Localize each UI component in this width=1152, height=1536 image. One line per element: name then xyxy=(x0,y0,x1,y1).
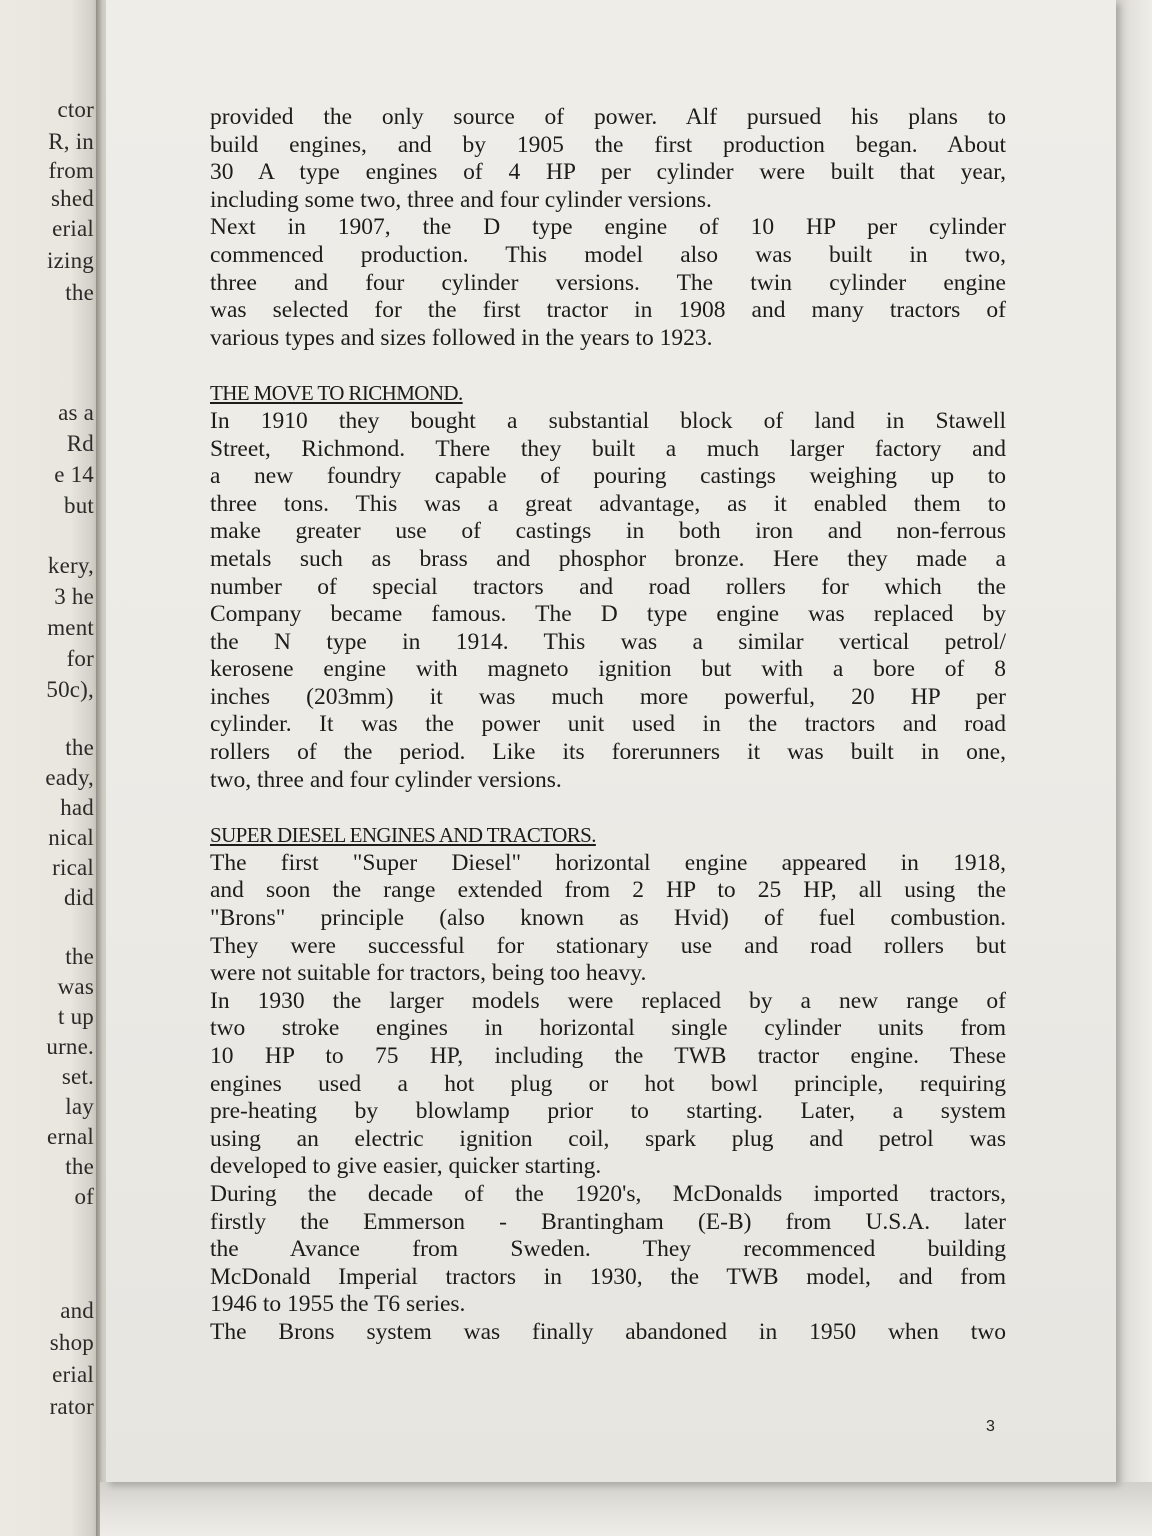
left-text-line: the xyxy=(65,280,94,305)
text-line: 10 HP to 75 HP, including the TWB tractor engine. These xyxy=(210,1043,1006,1069)
left-text-line: as a xyxy=(58,400,94,425)
left-text-line: ernal xyxy=(47,1124,94,1149)
paragraph-imports xyxy=(210,1181,1006,1319)
left-text-line: erial xyxy=(52,1362,94,1387)
left-text-line: erial xyxy=(52,216,94,241)
left-text-line: of xyxy=(74,1184,94,1209)
left-text-line: and xyxy=(60,1298,94,1323)
text-line: They were successful for stationary use and road rollers but xyxy=(210,932,1006,959)
section-heading-richmond: THE MOVE TO RICHMOND. xyxy=(210,381,463,406)
left-text-line: nical xyxy=(48,825,94,850)
left-text-line: ment xyxy=(47,615,94,640)
page-bottom-edge xyxy=(100,1482,1152,1536)
page-edge xyxy=(1116,0,1152,1536)
text-line: a new foundry capable of pouring castings weighing up to xyxy=(210,463,1006,490)
text-line: number of special tractors and road rollers for which the xyxy=(210,573,1006,600)
text-line: provided the only source of power. Alf pursued his plans to xyxy=(210,104,1006,130)
text-line: two stroke engines in horizontal single cylinder units from xyxy=(210,1015,1006,1042)
text-line: three tons. This was a great advantage, as it enabled them to xyxy=(210,490,1006,517)
text-line: 30 A type engines of 4 HP per cylinder were built that year, xyxy=(210,159,1006,186)
text-line: In 1930 the larger models were replaced by a new range of xyxy=(210,987,1006,1014)
section-heading-super-diesel: SUPER DIESEL ENGINES AND TRACTORS. xyxy=(210,823,596,848)
text-line: Next in 1907, the D type engine of 10 HP per cylinder xyxy=(210,214,1006,241)
left-text-line: the xyxy=(65,944,94,969)
left-text-line: for xyxy=(66,646,94,671)
text-line: During the decade of the 1920's, McDonalds imported tractors, xyxy=(210,1180,1006,1207)
left-text-line: set. xyxy=(61,1064,94,1089)
text-line: The Brons system was finally abandoned in 1950 when two xyxy=(210,1318,1006,1345)
text-line: using an electric ignition coil, spark plug and petrol was xyxy=(210,1125,1006,1152)
left-text-line: izing xyxy=(47,248,94,273)
previous-page-fragment xyxy=(0,0,100,1536)
paragraph-d-type xyxy=(210,214,1006,352)
page-number: 3 xyxy=(986,1418,995,1435)
left-text-line: kery, xyxy=(47,553,94,578)
left-text-line: shed xyxy=(51,186,94,211)
document-page xyxy=(106,0,1116,1482)
text-line: including some two, three and four cylinder versions. xyxy=(210,186,712,213)
left-text-line: urne. xyxy=(46,1034,94,1059)
text-line: rollers of the period. Like its forerunners it was built in one, xyxy=(210,739,1006,766)
left-text-line: but xyxy=(64,493,94,518)
left-text-line: shop xyxy=(49,1330,94,1355)
left-text-line: eady, xyxy=(45,765,94,790)
left-text-line: the xyxy=(65,1154,94,1179)
text-line: inches (203mm) it was much more powerful, 20 HP per xyxy=(210,683,1006,710)
text-line: "Brons" principle (also known as Hvid) of fuel combustion. xyxy=(210,905,1006,932)
left-text-line: 50c), xyxy=(46,677,94,702)
left-text-line: ctor xyxy=(57,97,94,122)
text-line: commenced production. This model also was built in two, xyxy=(210,241,1006,268)
left-text-line: rator xyxy=(49,1394,94,1419)
left-text-line: e 14 xyxy=(54,462,94,487)
left-text-line: from xyxy=(48,158,94,183)
text-line: engines used a hot plug or hot bowl principle, requiring xyxy=(210,1070,1006,1097)
left-text-line: t up xyxy=(58,1004,94,1029)
text-line: pre-heating by blowlamp prior to starting. Later, a system xyxy=(210,1098,1006,1125)
text-line: the N type in 1914. This was a similar vertical petrol/ xyxy=(210,628,1006,655)
left-text-line: 3 he xyxy=(54,584,94,609)
paragraph-super-diesel xyxy=(210,850,1006,988)
text-line: kerosene engine with magneto ignition but with a bore of 8 xyxy=(210,656,1006,683)
text-line: was selected for the first tractor in 1908 and many tractors of xyxy=(210,297,1006,324)
page-body xyxy=(210,104,1006,1347)
left-text-line: the xyxy=(65,735,94,760)
text-line: firstly the Emmerson - Brantingham (E-B) from U.S.A. later xyxy=(210,1208,1006,1235)
text-line: and soon the range extended from 2 HP to 25 HP, all using the xyxy=(210,877,1006,904)
text-line: various types and sizes followed in the years to 1923. xyxy=(210,324,713,351)
text-line: Street, Richmond. There they built a much larger factory and xyxy=(210,435,1006,462)
left-text-line: had xyxy=(60,795,94,820)
text-line: cylinder. It was the power unit used in the tractors and road xyxy=(210,711,1006,738)
left-text-line: was xyxy=(57,974,94,999)
text-line: build engines, and by 1905 the first production began. About xyxy=(210,131,1006,158)
text-line: make greater use of castings in both iron and non-ferrous xyxy=(210,518,1006,545)
text-line: 1946 to 1955 the T6 series. xyxy=(210,1291,466,1318)
text-line: In 1910 they bought a substantial block of land in Stawell xyxy=(210,407,1006,434)
left-text-line: Rd xyxy=(66,431,94,456)
paragraph-intro xyxy=(210,104,1006,214)
paragraph-richmond xyxy=(210,408,1006,794)
paragraph-two-stroke xyxy=(210,988,1006,1181)
left-text-line: rical xyxy=(52,855,94,880)
text-line: metals such as brass and phosphor bronze. Here they made a xyxy=(210,545,1006,572)
text-line: McDonald Imperial tractors in 1930, the TWB model, and from xyxy=(210,1263,1006,1290)
text-line: two, three and four cylinder versions. xyxy=(210,766,562,793)
left-text-line: R, in xyxy=(48,129,94,154)
text-line: The first "Super Diesel" horizontal engine appeared in 1918, xyxy=(210,849,1006,876)
paragraph-brons xyxy=(210,1319,1006,1347)
left-text-line: did xyxy=(64,885,94,910)
text-line: were not suitable for tractors, being too heavy. xyxy=(210,960,647,987)
text-line: developed to give easier, quicker starting. xyxy=(210,1153,602,1180)
text-line: the Avance from Sweden. They recommenced building xyxy=(210,1236,1006,1263)
text-line: three and four cylinder versions. The twin cylinder engine xyxy=(210,269,1006,296)
text-line: Company became famous. The D type engine was replaced by xyxy=(210,601,1006,628)
left-text-line: lay xyxy=(65,1094,94,1119)
